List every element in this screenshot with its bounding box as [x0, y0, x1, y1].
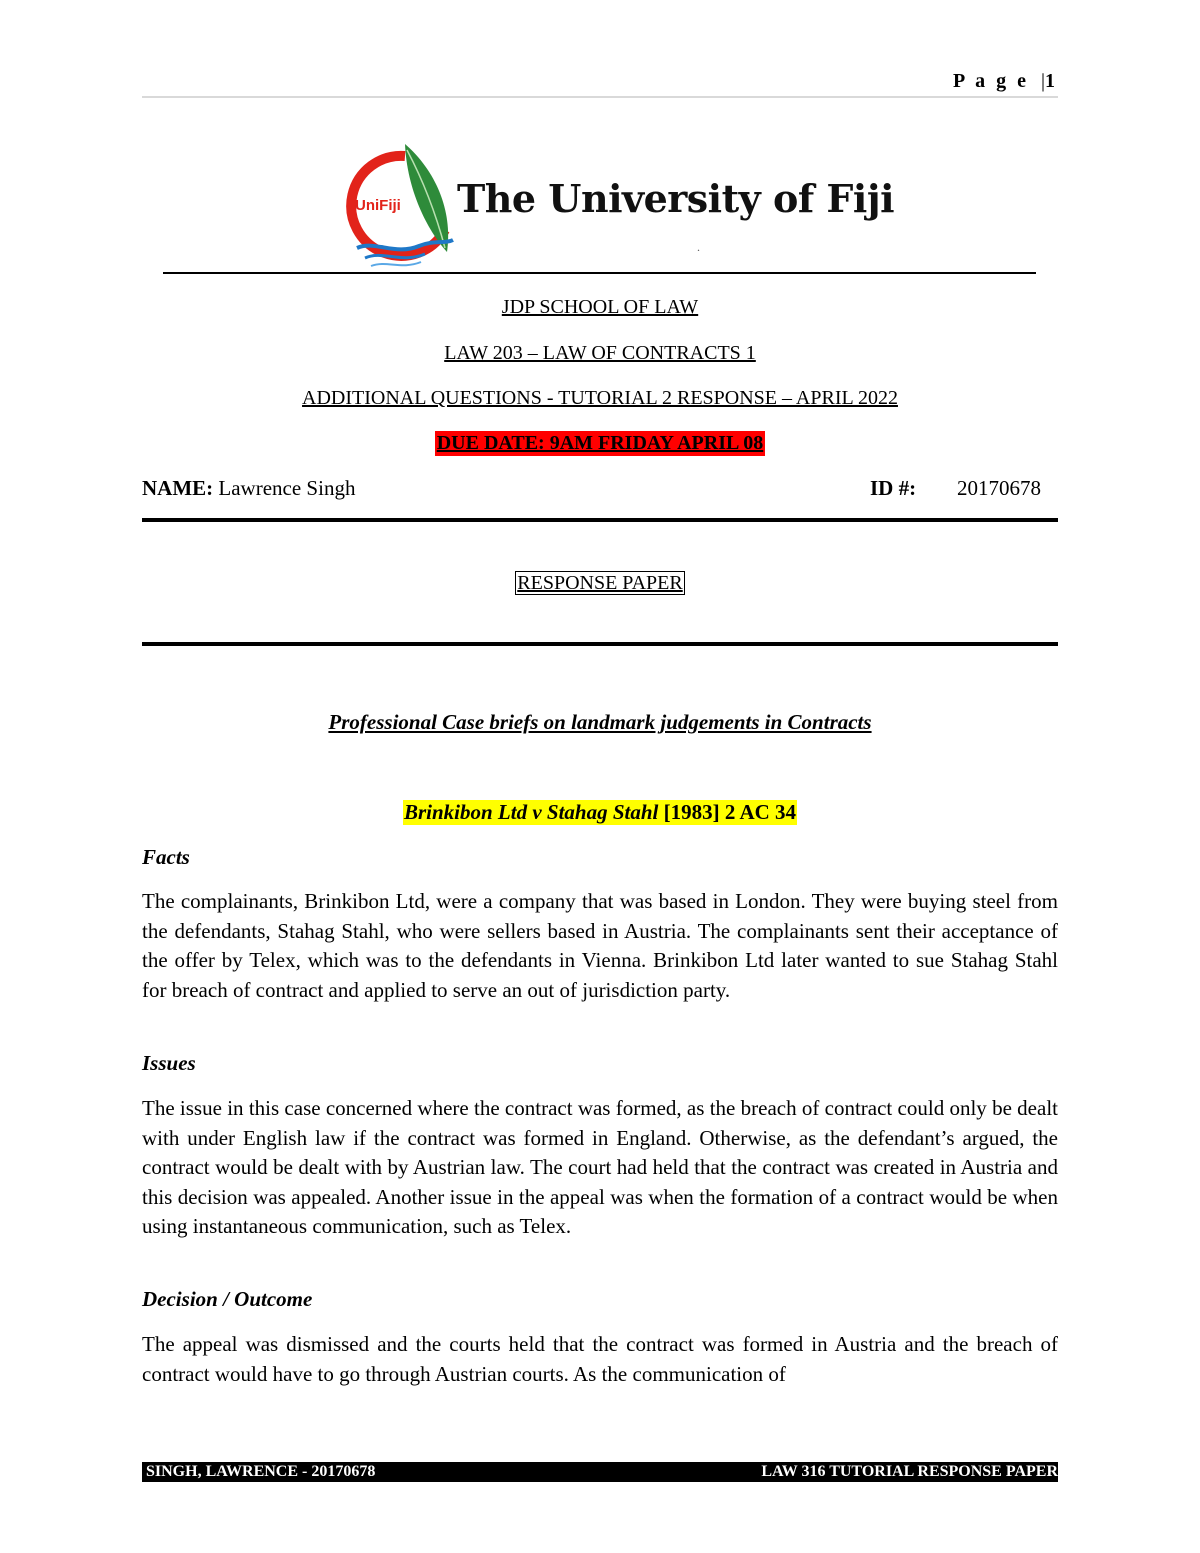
facts-heading: Facts	[142, 845, 190, 869]
paper-type: RESPONSE PAPER	[517, 572, 683, 594]
page-number	[953, 70, 1058, 93]
name-label: NAME:	[142, 476, 214, 500]
id-value: 20170678	[957, 476, 1041, 500]
case-citation: [1983] 2 AC 34	[658, 800, 797, 824]
paper-type-line	[142, 571, 1058, 595]
unifiji-emblem-icon	[335, 140, 465, 272]
assignment-line	[142, 387, 1058, 410]
subtitle-line	[142, 710, 1058, 735]
due-line	[142, 431, 1058, 456]
university-name: The University of Fiji	[457, 176, 895, 221]
header-rule	[142, 96, 1058, 98]
page-number-value: 1	[1045, 70, 1058, 92]
name-value: Lawrence Singh	[218, 476, 356, 500]
issues-paragraph: The issue in this case concerned where the contract was formed, as the breach of contract could only be dealt with under English law if the contract was formed in England. Otherwise, as the defendant’s argued, the contract would be dealt with by Austrian law. The court had held that the contract was created in Austria and this decision was appealed. Another issue in the appeal was when the formation of a contract would be when using instantaneous communication, such as Telex.	[142, 1096, 1058, 1238]
case-line	[142, 800, 1058, 825]
case-heading	[403, 800, 797, 825]
footer-author: SINGH, LAWRENCE - 20170678	[146, 1463, 376, 1480]
page-separator: |	[1040, 70, 1045, 92]
divider-bottom	[142, 642, 1058, 646]
school-line	[142, 296, 1058, 319]
school-name: JDP SCHOOL OF LAW	[501, 296, 699, 318]
case-name: Brinkibon Ltd v Stahag Stahl	[403, 800, 659, 824]
university-logo	[335, 140, 895, 272]
decision-heading: Decision / Outcome	[142, 1287, 313, 1311]
course-title: LAW 203 – LAW OF CONTRACTS 1	[444, 342, 756, 364]
footer-title: LAW 316 TUTORIAL RESPONSE PAPER	[761, 1463, 1058, 1480]
student-row	[142, 476, 1058, 501]
page-footer	[142, 1462, 1058, 1482]
due-date: DUE DATE: 9AM FRIDAY APRIL 08	[436, 432, 764, 454]
decision-paragraph: The appeal was dismissed and the courts held that the contract was formed in Austria and the breach of contract would have to go through Austrian courts. As the communication of	[142, 1332, 1058, 1386]
emblem-text: UniFiji	[355, 197, 401, 214]
id-label: ID #:	[870, 476, 917, 500]
divider-top	[142, 518, 1058, 522]
subtitle: Professional Case briefs on landmark judgements in Contracts	[328, 710, 872, 734]
page-label: P a g e	[952, 70, 1029, 92]
issues-heading: Issues	[142, 1051, 196, 1075]
course-line	[142, 342, 1058, 365]
logo-dot: .	[697, 240, 700, 254]
assignment-title: ADDITIONAL QUESTIONS - TUTORIAL 2 RESPONSE – APRIL 2022	[302, 387, 898, 409]
logo-rule	[163, 272, 1036, 274]
facts-paragraph: The complainants, Brinkibon Ltd, were a company that was based in London. They were buying steel from the defendants, Stahag Stahl, who were sellers based in Austria. The complainants sent their acceptance of the offer by Telex, which was to the defendants in Vienna. Brinkibon Ltd later wanted to sue Stahag Stahl for breach of contract and applied to serve an out of jurisdiction party.	[142, 889, 1058, 1002]
